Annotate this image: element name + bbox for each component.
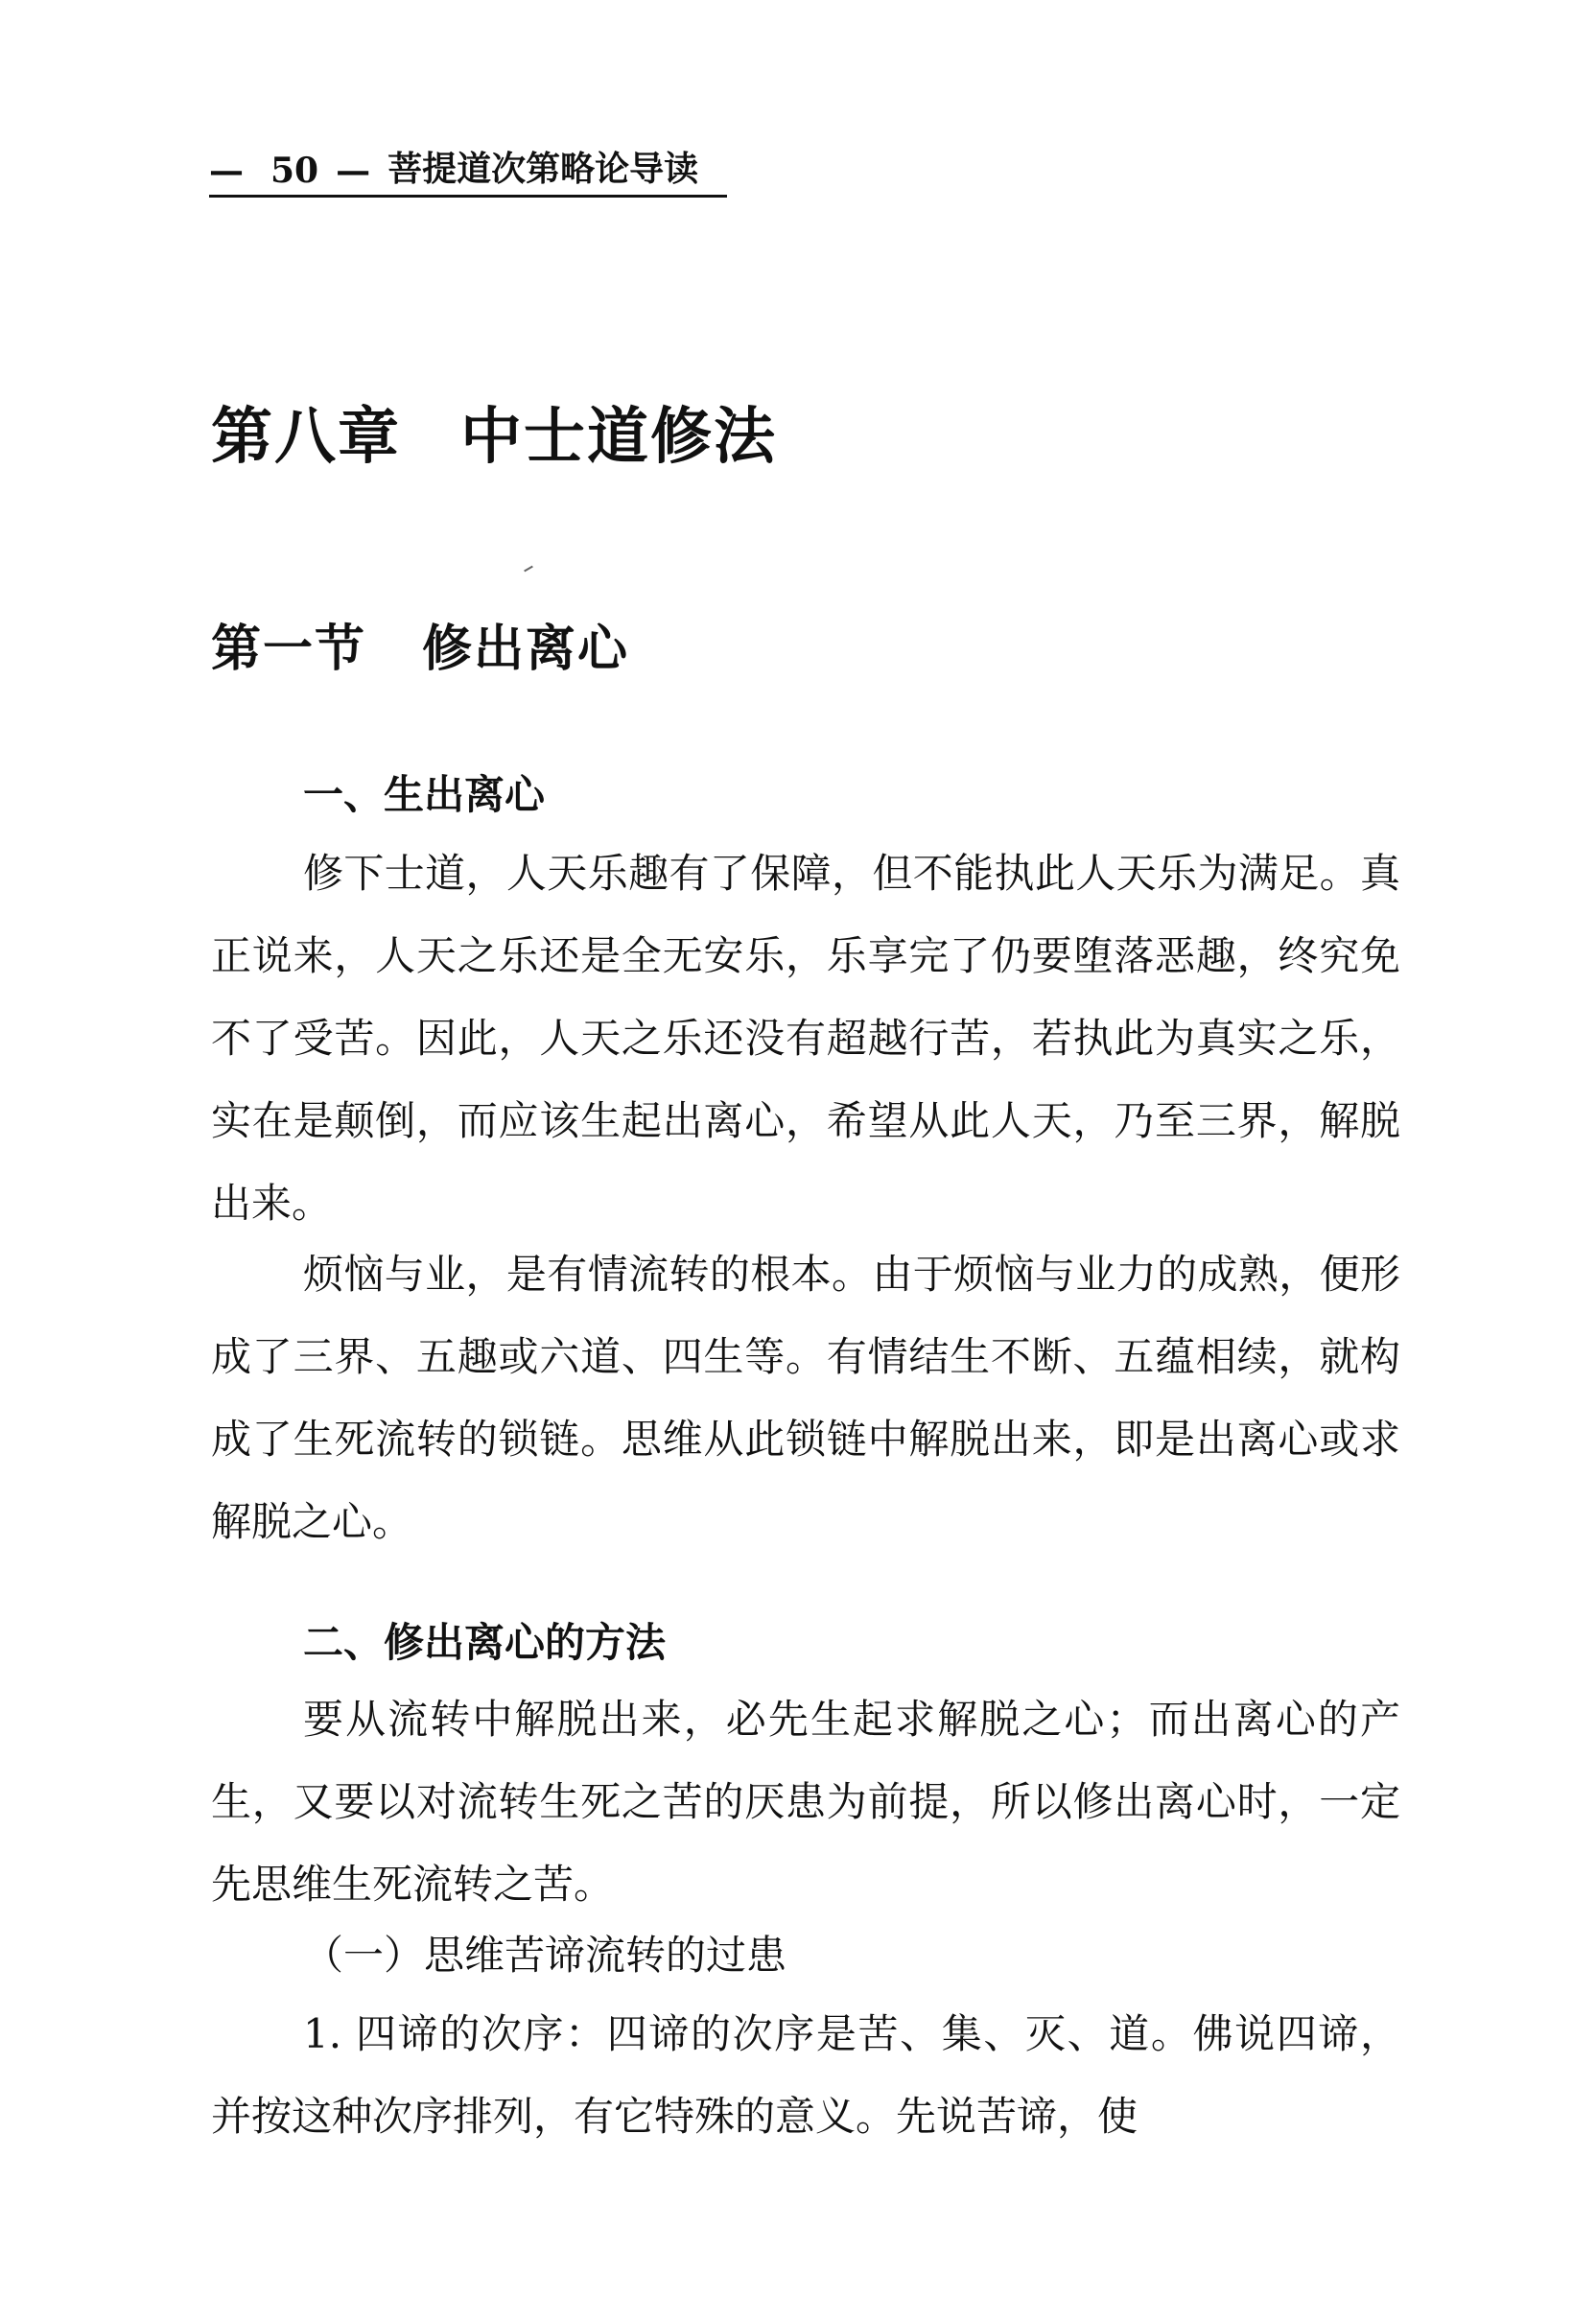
chapter-number: 第八章	[211, 401, 401, 473]
section-name: 修出离心	[422, 620, 630, 678]
running-header	[209, 144, 727, 198]
subsection-heading-1: 一、生出离心	[303, 771, 546, 818]
section-title	[211, 608, 629, 680]
item-heading: （一）思维苦谛流转的过患	[303, 1932, 787, 1979]
subsection-heading-2: 二、修出离心的方法	[303, 1619, 667, 1666]
header-dash-left: —	[209, 151, 244, 191]
scan-speck	[524, 566, 533, 573]
header-dash-right: —	[336, 151, 371, 191]
chapter-title	[211, 387, 777, 476]
paragraph-2: 烦恼与业，是有情流转的根本。由于烦恼与业力的成熟，便形成了三界、五趣或六道、四生等。有情结生不断、五蕴相续，就构成了生死流转的锁链。思维从此锁链中解脱出来，即是出离心或求解脱之心。	[211, 1251, 1400, 1545]
section-number: 第一节	[211, 620, 367, 678]
chapter-name: 中士道修法	[460, 401, 777, 473]
paragraph-3: 要从流转中解脱出来，必先生起求解脱之心；而出离心的产生，又要以对流转生死之苦的厌患为前提，所以修出离心时，一定先思维生死流转之苦。	[211, 1696, 1400, 1908]
paragraph-4: 1. 四谛的次序：四谛的次序是苦、集、灭、道。佛说四谛，并按这种次序排列，有它特殊的意义。先说苦谛，使	[211, 2010, 1400, 2140]
book-title: 菩提道次第略论导读	[387, 149, 699, 189]
paragraph-1: 修下士道，人天乐趣有了保障，但不能执此人天乐为满足。真正说来，人天之乐还是全无安乐，乐享完了仍要堕落恶趣，终究免不了受苦。因此，人天之乐还没有超越行苦，若执此为真实之乐，实在是颠倒，而应该生起出离心，希望从此人天，乃至三界，解脱出来。	[211, 850, 1400, 1227]
page-number: 50	[270, 151, 319, 191]
